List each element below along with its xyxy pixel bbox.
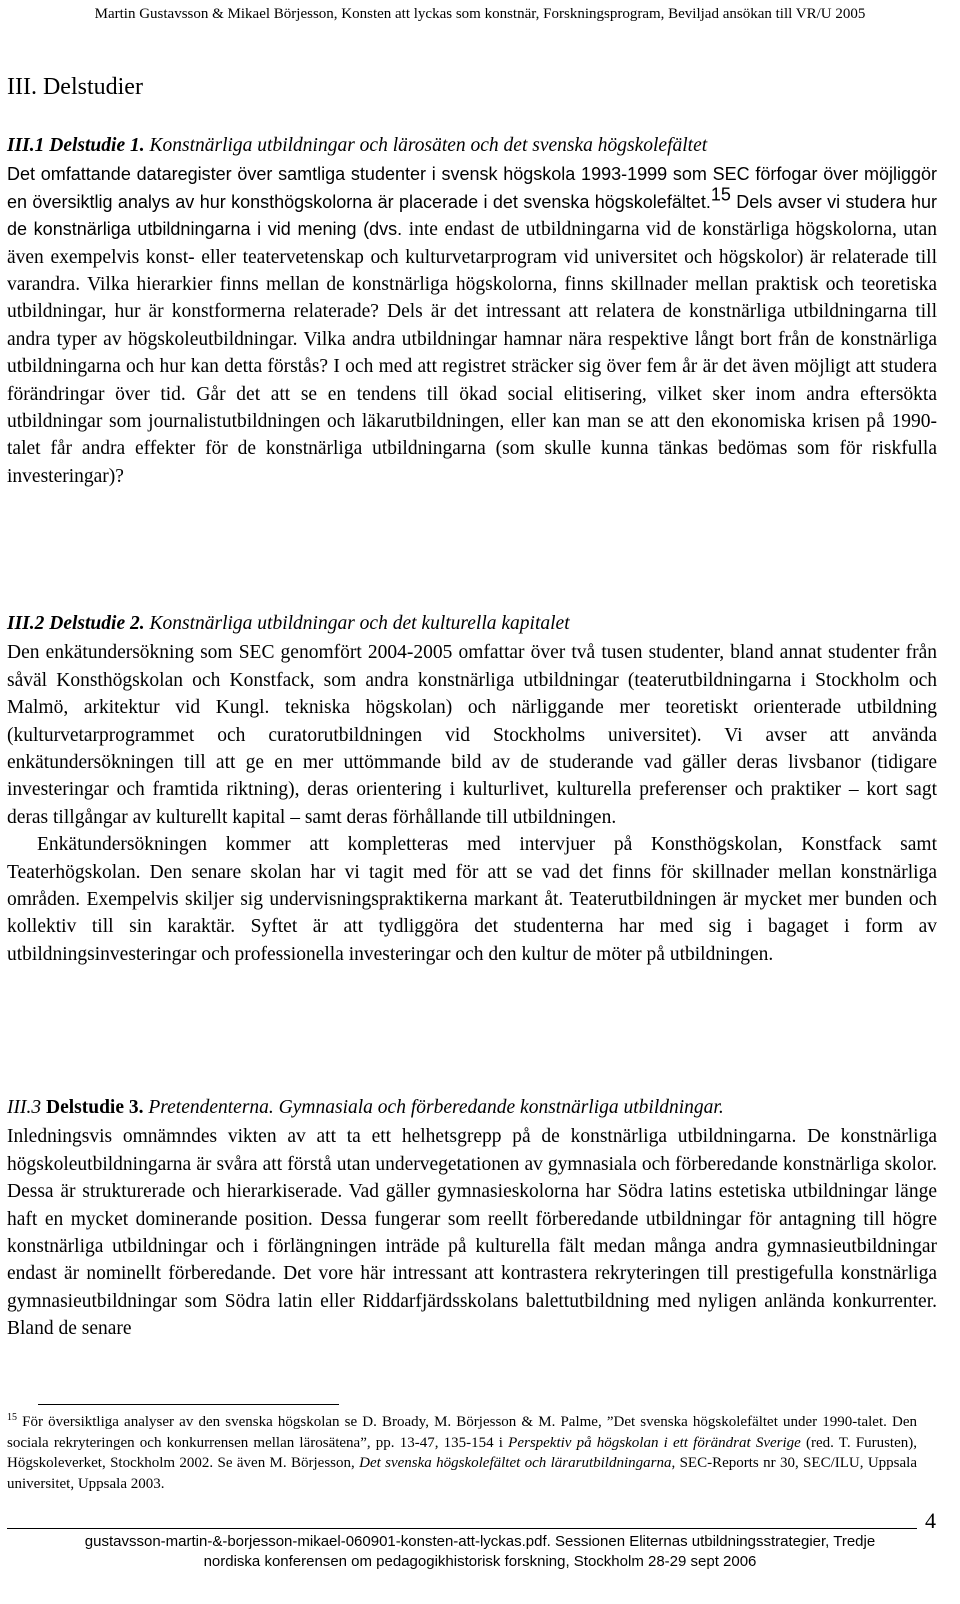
section-3 [7,1094,937,1343]
footnote-text-a: För översiktliga analyser av den svenska högskolan se D. Broady, M. Börjesson & M. Palme, ”Det svenska högskolefältet under 1990-talet. Den sociala rekryteringen och konkurrensen mellan lärosätena”, pp. 13-47, 135-154 i [7,1414,917,1451]
section-2-paragraph-2: Enkätundersökningen kommer att kompletteras med intervjuer på Konsthögskolan, Konstfack samt Teaterhögskolan. Den senare skolan har vi tagit med för att se vad det finns för skillnader mellan konstnärliga områden. Exempelvis skiljer sig undervisningspraktikerna markant åt. Teaterutbildningen är mycket mer bunden och kollektiv till sin karaktär. Syftet är att tydliggöra det studenterna har med sig i bagaget i form av utbildningsinvesteringar och professionella investeringar och den kultur de möter på utbildningen. [7,834,937,965]
section-1 [7,132,937,490]
footnote-text-c: , SEC-Reports nr 30, SEC/ILU, Uppsala universitet, Uppsala 2003. [7,1455,917,1492]
footnote-divider [38,1404,339,1405]
section-3-heading [7,1094,937,1121]
section-2-paragraph-1: Den enkätundersökning som SEC genomfört 2004-2005 omfattar över två tusen studenter, bland annat studenter från såväl Konsthögskolan och Konstfack, som andra konstnärliga utbildningar (teaterutbildningarna i Stockholm och Malmö, arkitektur vid Kungl. tekniska högskolan) och närliggande mer teoretiskt orienterade utbildning (kulturvetarprogrammet och curatorutbildningen vid Stockholms universitet). Vi avser att använda enkätundersökningen till att ge en mer uttömmande bild av de studerande vad gäller deras livsbanor (tidigare investeringar och framtida riktning), deras orientering i kulturlivet, kulturella preferenser och praktiker – kort sagt deras tillgångar av kulturellt kapital – samt deras förhållande till utbildningen. [7,642,937,828]
section-1-serif-text: inte endast de utbildningarna vid de konstärliga högskolorna, utan även exempelvis konst- eller teatervetenskap och kulturvetarprogram vid universitet och högskolor) är relaterade till varandra. Vilka hierarkier finns mellan de konstnärliga högskolorna, finns skillnader mellan praktisk och teoretiska utbildningar, hur är konstformerna relaterade? Dels är det intressant att relatera de konstnärliga utbildningarna till andra typer av högskoleutbildningar. Vilka andra utbildningar hamnar nära respektive långt bort från de konstnärliga utbildningarna och hur kan detta förstås? I och med att registret sträcker sig över fem år är det även möjligt att studera förändringar över tid. Går det att se en tendens till ökad social elitisering, vilket sker inom andra eftersökta utbildningar som journalistutbildningen och läkarutbildningen, eller kan man se att den ekonomiska krisen på 1990-talet får andra effekter för de konstnärliga utbildningarna (som skulle kunna tänkas bedömas som för riskfulla investeringar)? [7,219,937,487]
footnote-italic-b: Det svenska högskolefältet och lärarutbildningarna [359,1455,672,1471]
section-2-title: Konstnärliga utbildningar och det kulturella kapitalet [144,613,570,634]
section-1-sans-text: Det omfattande dataregister över samtliga studenter i svensk högskola 1993-1999 som SEC förfogar över möjliggör en översiktlig analys av hur konsthögskolorna är placerade i det svenska högskolefältet. [7,164,937,212]
section-1-sans-text-2: Dels avser vi studera hur de konstnärliga utbildningarna i vid mening (dvs. [7,191,937,240]
section-2 [7,610,937,968]
section-3-number-prefix: III.3 [7,1097,46,1118]
section-2-number: III.2 Delstudie 2. [7,613,145,634]
section-1-title: Konstnärliga utbildningar och lärosäten och det svenska högskolefältet [144,135,708,156]
footnote [7,1412,917,1494]
section-3-title: Pretendenterna. Gymnasiala och förberedande konstnärliga utbildningar. [143,1097,724,1118]
footnote-number: 15 [7,1412,17,1423]
section-3-paragraph: Inledningsvis omnämndes vikten av att ta ett helhetsgrepp på de konstnärliga utbildningarna. De konstnärliga högskoleutbildningarna är svåra att förstå utan undervegetationen av gymnasiala och förberedande konstnärliga skolor. Dessa är strukturerade och hierarkiserade. Vad gäller gymnasieskolorna har Södra latins estetiska utbildningar länge haft en mycket dominerande position. Dessa fungerar som reellt förberedande utbildningar för antagning till högre konstnärliga utbildningar och i förlängningen inträde på kulturella fält medan många andra gymnasieutbildningar endast är nominellt förberedande. Det vore här intressant att kontrastera rekryteringen till prestigefulla konstnärliga gymnasieutbildningar som Södra latin eller Riddarfjärdsskolans balettutbildning med nyligen anlända konkurrenter. Bland de senare [7,1126,937,1340]
footer-line-1: gustavsson-martin-&-borjesson-mikael-060901-konsten-att-lyckas.pdf. Sessionen Eliternas utbildningsstrategier, Tredje [84,1533,876,1550]
footnote-reference[interactable]: 15 [710,184,731,205]
page-footer [0,1532,960,1572]
section-2-heading [7,610,937,637]
running-header: Martin Gustavsson & Mikael Börjesson, Konsten att lyckas som konstnär, Forskningsprogram, Beviljad ansökan till VR/U 2005 [94,6,866,22]
footer-line-2: nordiska konferensen om pedagogikhistorisk forskning, Stockholm 28-29 sept 2006 [203,1553,757,1570]
section-3-number: Delstudie 3. [45,1097,144,1118]
footer-divider [7,1528,917,1529]
footnote-italic-a: Perspektiv på högskolan i ett förändrat Sverige [508,1434,801,1451]
section-1-heading [7,132,937,159]
footnote-text-b: (red. T. Furusten), Högskoleverket, Stockholm 2002. Se även M. Börjesson, [7,1434,918,1471]
chapter-heading: III. Delstudier [7,74,143,100]
section-1-paragraph [7,161,937,490]
page-number: 4 [925,1508,936,1533]
section-1-number: III.1 Delstudie 1. [7,135,145,156]
